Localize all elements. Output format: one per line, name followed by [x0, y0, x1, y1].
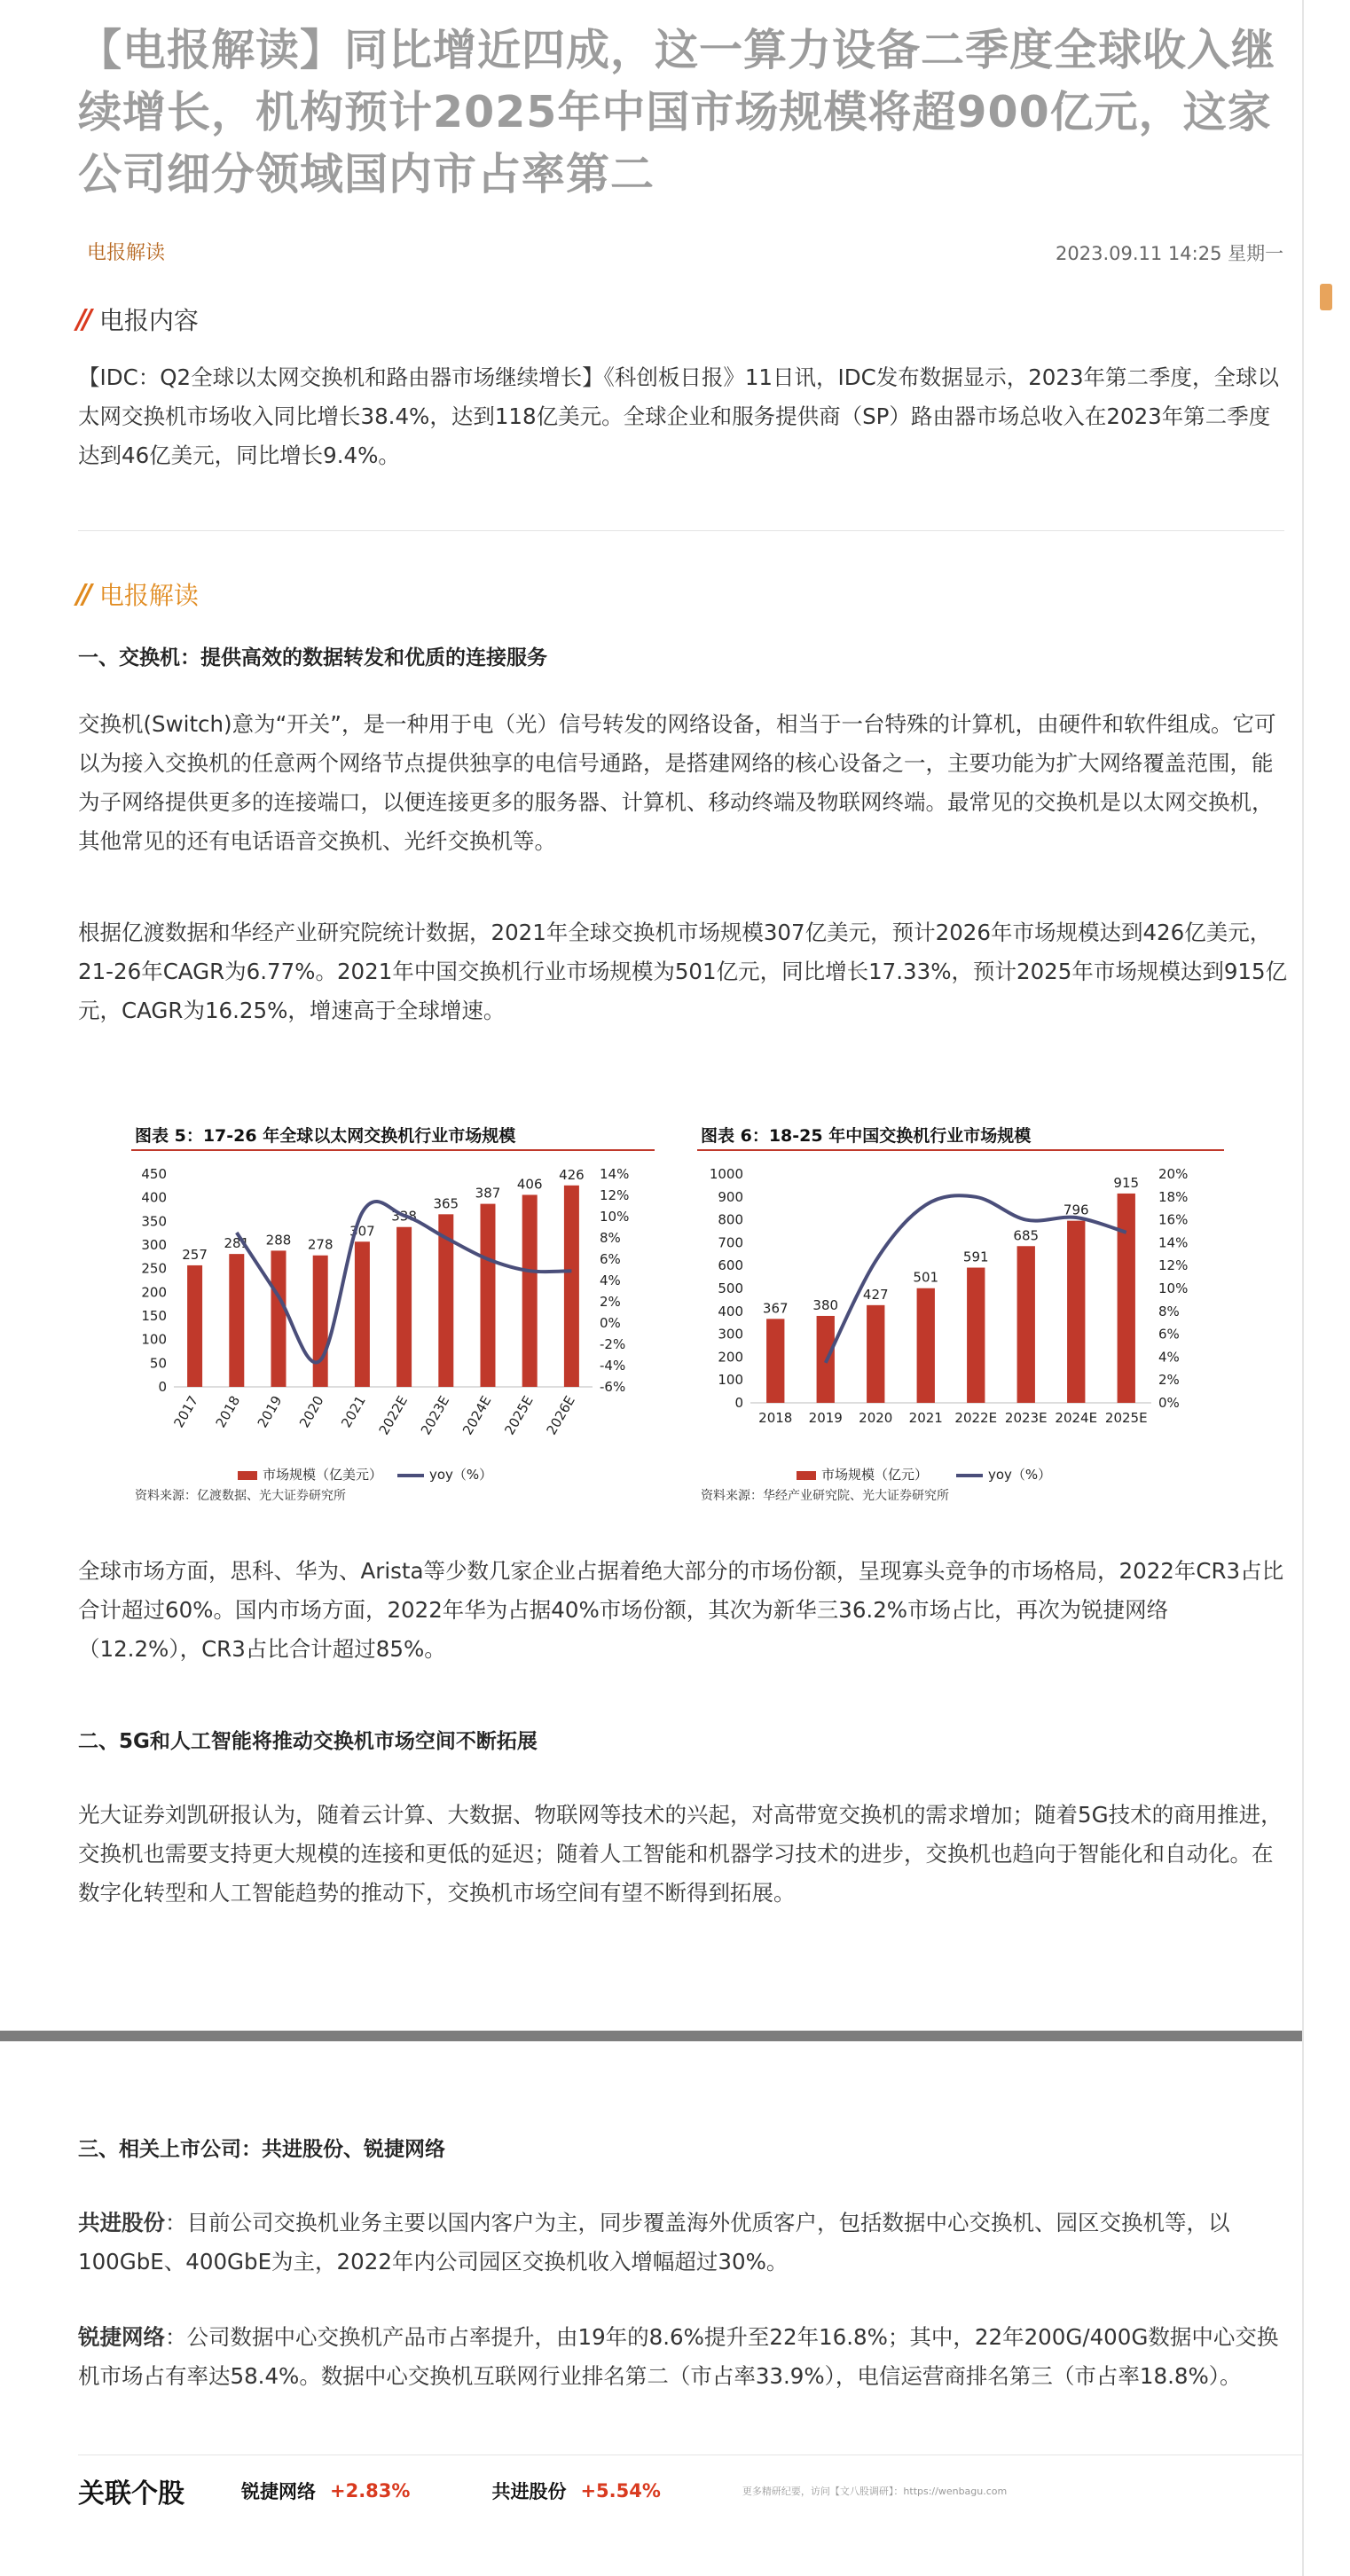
section-content-head: [76, 301, 199, 337]
y2-tick-label: 8%: [600, 1230, 621, 1246]
legend-label: 市场规模（亿美元）: [263, 1467, 383, 1483]
data-label: 406: [516, 1176, 543, 1193]
bar: [271, 1250, 286, 1387]
y-tick-label: 100: [141, 1331, 167, 1348]
y-tick-label: 100: [718, 1372, 743, 1389]
y-tick-label: 0: [158, 1379, 167, 1395]
y-tick-label: 150: [141, 1308, 167, 1324]
data-label: 257: [182, 1246, 208, 1263]
bar: [522, 1194, 538, 1387]
section-analysis-head: [76, 576, 199, 612]
data-label: 685: [1013, 1227, 1040, 1244]
y2-tick-label: -4%: [600, 1358, 626, 1374]
y2-tick-label: 2%: [1158, 1372, 1180, 1389]
stock-name: 锐捷网络: [241, 2481, 316, 2502]
category-tag[interactable]: 电报解读: [87, 242, 166, 264]
data-label: 591: [962, 1249, 989, 1265]
y-tick-label: 400: [718, 1303, 743, 1319]
x-tick-label: 2021: [338, 1393, 369, 1431]
y-tick-label: 350: [141, 1213, 167, 1230]
chart-title: 图表 6：18-25 年中国交换机行业市场规模: [701, 1126, 1032, 1146]
bar: [396, 1227, 412, 1387]
y-tick-label: 200: [141, 1284, 167, 1301]
section-analysis-label: 电报解读: [98, 581, 199, 610]
legend-swatch: [238, 1471, 257, 1480]
y-tick-label: 800: [718, 1211, 743, 1228]
y-tick-label: 600: [718, 1257, 743, 1274]
y2-tick-label: 0%: [600, 1315, 621, 1331]
stock-change: +2.83%: [330, 2480, 411, 2502]
stock-item[interactable]: [241, 2478, 410, 2504]
heading-3: 三、相关上市公司：共进股份、锐捷网络: [78, 2138, 445, 2161]
chart-source: 资料来源：华经产业研究院、光大证券研究所: [701, 1489, 949, 1503]
bar: [766, 1319, 784, 1403]
legend-label: yoy（%）: [429, 1467, 493, 1483]
y2-tick-label: 10%: [1158, 1280, 1189, 1296]
y2-tick-label: 12%: [1158, 1257, 1189, 1274]
bar: [967, 1268, 985, 1403]
y-tick-label: 300: [141, 1237, 167, 1253]
page-separator: [0, 2031, 1350, 2041]
y-tick-label: 200: [718, 1349, 743, 1366]
paragraph-2: 根据亿渡数据和华经产业研究院统计数据，2021年全球交换机市场规模307亿美元，预计2026年市场规模达到426亿美元，21-26年CAGR为6.77%。2021年中国交换机行业市场规模为501亿元，同比增长17.33%，预计2025年市场规模达到915亿元，CAGR为16.25%，增速高于全球增速。: [78, 920, 1288, 1023]
y2-tick-label: 20%: [1158, 1166, 1189, 1182]
data-label: 915: [1113, 1174, 1140, 1191]
chart-title: 图表 5：17-26 年全球以太网交换机行业市场规模: [135, 1126, 516, 1146]
y2-tick-label: -6%: [600, 1379, 626, 1395]
y2-tick-label: 8%: [1158, 1303, 1180, 1319]
slash-icon: //: [76, 578, 89, 610]
y2-tick-label: 0%: [1158, 1395, 1180, 1411]
y2-tick-label: 4%: [600, 1272, 621, 1288]
bar: [313, 1256, 328, 1387]
bar: [355, 1241, 370, 1387]
y-tick-label: 900: [718, 1188, 743, 1205]
paragraph-5-text: ：目前公司交换机业务主要以国内客户为主，同步覆盖海外优质客户，包括数据中心交换机、园区交换机等，以100GbE、400GbE为主，2022年内公司园区交换机收入增幅超过30%。: [78, 2210, 1230, 2275]
legend-label: 市场规模（亿元）: [821, 1467, 929, 1483]
y2-tick-label: 16%: [1158, 1211, 1189, 1228]
paragraph-3: 全球市场方面，思科、华为、Arista等少数几家企业占据着绝大部分的市场份额，呈现寡头竞争的市场格局，2022年CR3占比合计超过60%。国内市场方面，2022年华为占据40%市场份额，其次为新华三36.2%市场占比，再次为锐捷网络（12.2%），CR3占比合计超过85%。: [78, 1558, 1284, 1662]
chart-svg: [697, 1155, 1224, 1492]
heading-1: 一、交换机：提供高效的数据转发和优质的连接服务: [78, 646, 547, 669]
bar: [187, 1265, 202, 1387]
bar: [229, 1254, 244, 1387]
y2-tick-label: 14%: [600, 1166, 630, 1182]
x-tick-label: 2019: [254, 1393, 286, 1431]
x-tick-label: 2022E: [954, 1410, 998, 1426]
paragraph-1: 交换机(Switch)意为“开关”，是一种用于电（光）信号转发的网络设备，相当于一台特殊的计算机，由硬件和软件组成。它可以为接入交换机的任意两个网络节点提供独享的电信号通路，是搭建网络的核心设备之一，主要功能为扩大网络覆盖范围，能为子网络提供更多的连接端口，以便连接更多的服务器、计算机、移动终端及物联网终端。最常见的交换机是以太网交换机，其他常见的还有电话语音交换机、光纤交换机等。: [78, 711, 1276, 854]
data-label: 380: [812, 1296, 839, 1313]
x-tick-label: 2020: [295, 1393, 327, 1431]
bar: [481, 1204, 496, 1387]
y2-tick-label: 2%: [600, 1294, 621, 1310]
y2-tick-label: 4%: [1158, 1349, 1180, 1366]
data-label: 796: [1063, 1202, 1089, 1218]
y-tick-label: 700: [718, 1234, 743, 1251]
legend-label: yoy（%）: [988, 1467, 1052, 1483]
y-tick-label: 500: [718, 1280, 743, 1296]
bar: [1017, 1246, 1035, 1403]
x-tick-label: 2019: [808, 1410, 843, 1426]
y2-tick-label: 6%: [600, 1251, 621, 1267]
stock-name: 共进股份: [491, 2481, 567, 2502]
x-tick-label: 2023E: [417, 1393, 453, 1438]
y2-tick-label: -2%: [600, 1336, 626, 1352]
paragraph-4: 光大证券刘凯研报认为，随着云计算、大数据、物联网等技术的兴起，对高带宽交换机的需求增加；随着5G技术的商用推进，交换机也需要支持更大规模的连接和更低的延迟；随着人工智能和机器学习技术的进步，交换机也趋向于智能化和自动化。在数字化转型和人工智能趋势的推动下，交换机市场空间有望不断得到拓展。: [78, 1802, 1283, 1906]
section-content-label: 电报内容: [98, 306, 199, 335]
y2-tick-label: 18%: [1158, 1188, 1189, 1205]
y-tick-label: 450: [141, 1166, 167, 1182]
data-label: 426: [559, 1166, 585, 1183]
heading-2: 二、5G和人工智能将推动交换机市场空间不断拓展: [78, 1730, 538, 1753]
x-tick-label: 2018: [758, 1410, 793, 1426]
company-name: 共进股份: [78, 2210, 165, 2235]
bar: [564, 1186, 579, 1387]
bar: [1118, 1194, 1135, 1403]
paragraph-6-text: ：公司数据中心交换机产品市占率提升，由19年的8.6%提升至22年16.8%；其中，22年200G/400G数据中心交换机市场占有率达58.4%。数据中心交换机互联网行业排名第二（市占率33.9%），电信运营商排名第三（市占率18.8%）。: [78, 2324, 1279, 2389]
y-tick-label: 300: [718, 1326, 743, 1343]
stock-item[interactable]: [491, 2478, 660, 2504]
chart-svg: [131, 1155, 655, 1492]
paragraph-6: [78, 2318, 1289, 2396]
data-label: 307: [349, 1223, 375, 1240]
x-tick-label: 2026E: [543, 1393, 578, 1438]
publish-date: 2023.09.11 14:25 星期一: [1056, 243, 1284, 264]
data-label: 278: [307, 1236, 334, 1253]
data-label: 367: [762, 1300, 789, 1317]
x-tick-label: 2025E: [501, 1393, 537, 1438]
x-tick-label: 2018: [212, 1393, 244, 1431]
legend-swatch: [797, 1471, 816, 1480]
x-tick-label: 2024E: [459, 1393, 495, 1438]
y-tick-label: 50: [149, 1355, 167, 1372]
x-tick-label: 2020: [859, 1410, 893, 1426]
data-label: 365: [433, 1195, 459, 1212]
y-tick-label: 0: [734, 1395, 743, 1411]
company-name: 锐捷网络: [78, 2324, 165, 2350]
article-title: 【电报解读】同比增近四成，这一算力设备二季度全球收入继续增长，机构预计2025年中国市场规模将超900亿元，这家公司细分领域国内市占率第二: [78, 25, 1276, 200]
y2-tick-label: 12%: [600, 1187, 630, 1203]
y-tick-label: 250: [141, 1260, 167, 1277]
chart-source: 资料来源：亿渡数据、光大证券研究所: [135, 1489, 346, 1503]
y2-tick-label: 14%: [1158, 1234, 1189, 1251]
slash-icon: //: [76, 303, 89, 335]
bar: [1067, 1221, 1085, 1403]
right-sidebar-edge: [1302, 0, 1350, 2576]
stock-change: +5.54%: [580, 2480, 661, 2502]
sidebar-thumb[interactable]: [1320, 284, 1332, 310]
y2-tick-label: 10%: [600, 1209, 630, 1225]
x-tick-label: 2024E: [1055, 1410, 1098, 1426]
chart-global-switch: [131, 1119, 655, 1509]
x-tick-label: 2023E: [1004, 1410, 1048, 1426]
data-label: 427: [862, 1286, 889, 1303]
chart-china-switch: [697, 1119, 1224, 1509]
y2-tick-label: 6%: [1158, 1326, 1180, 1343]
chart-rule: [131, 1149, 655, 1151]
related-stocks-bar: [78, 2455, 1302, 2526]
x-tick-label: 2022E: [375, 1393, 412, 1438]
bar: [917, 1288, 935, 1403]
chart-rule: [697, 1149, 1224, 1151]
x-tick-label: 2025E: [1104, 1410, 1148, 1426]
y-tick-label: 400: [141, 1189, 167, 1206]
x-tick-label: 2017: [170, 1393, 202, 1431]
divider: [78, 530, 1284, 531]
content-paragraph: 【IDC：Q2全球以太网交换机和路由器市场继续增长】《科创板日报》11日讯，IDC发布数据显示，2023年第二季度，全球以太网交换机市场收入同比增长38.4%，达到118亿美元。全球企业和服务提供商（SP）路由器市场总收入在2023年第二季度达到46亿美元，同比增长9.4%。: [78, 364, 1280, 468]
related-title: 关联个股: [78, 2478, 184, 2509]
data-label: 501: [913, 1269, 939, 1286]
footnote: 更多精研纪要，访问【文八股调研】：https://wenbagu.com: [742, 2486, 1008, 2497]
bar: [867, 1305, 884, 1403]
data-label: 338: [391, 1208, 417, 1225]
data-label: 288: [265, 1232, 292, 1249]
x-tick-label: 2021: [908, 1410, 943, 1426]
data-label: 387: [475, 1185, 501, 1202]
data-label: 281: [224, 1235, 250, 1252]
paragraph-5: [78, 2204, 1289, 2282]
y-tick-label: 1000: [709, 1166, 743, 1182]
